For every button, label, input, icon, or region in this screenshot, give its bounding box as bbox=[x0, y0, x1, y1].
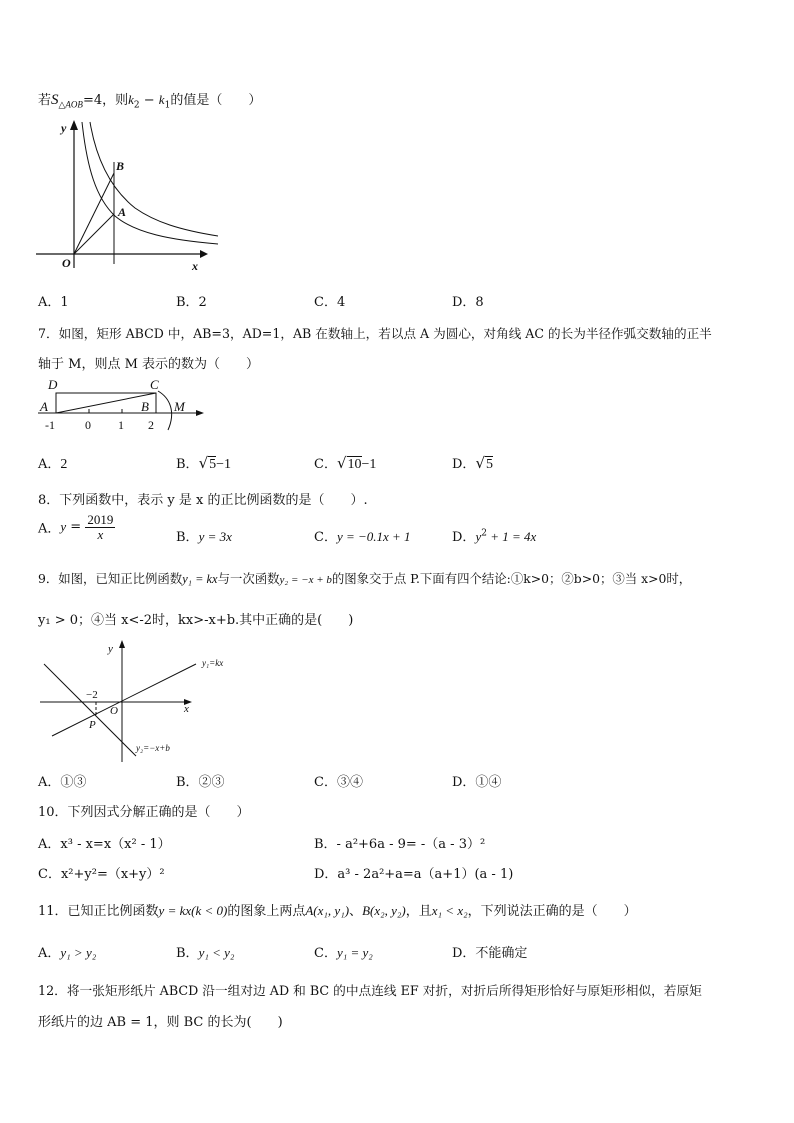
q11-option-c[interactable]: C．y₁ = y₂ bbox=[314, 945, 373, 961]
q9-line-y1 bbox=[52, 664, 196, 736]
q12-stem-line1: 12．将一张矩形纸片 ABCD 沿一组对边 AD 和 BC 的中点连线 EF 对折，对折后所得矩形恰好与原矩形相似，若原矩 bbox=[38, 983, 702, 998]
q10-stem: 10．下列因式分解正确的是（ ） bbox=[38, 805, 250, 820]
q9-stem-line2: y₁ > 0；④当 x<-2时，kx>-x+b.其中正确的是( ) bbox=[38, 613, 354, 628]
q9-label-p: P bbox=[89, 719, 96, 731]
q7-option-b[interactable]: B．√5−1 bbox=[176, 454, 232, 472]
q6-ob bbox=[74, 173, 114, 254]
q7-figure bbox=[36, 374, 211, 434]
q9-label-line2: y₂=−x+b bbox=[136, 743, 170, 753]
q9-figure bbox=[36, 636, 236, 764]
q7-label-m: M bbox=[174, 399, 185, 414]
q7-tick-label-1: 1 bbox=[118, 418, 124, 432]
q8-fraction: $\frac{2019}{x}$ bbox=[87, 512, 114, 542]
q7-option-c[interactable]: C．√10−1 bbox=[314, 454, 377, 472]
q9-option-c[interactable]: C．③④ bbox=[314, 775, 363, 790]
q8-stem: 8．下列函数中，表示 y 是 x 的正比例函数的是（ ）. bbox=[38, 493, 368, 508]
q9-y-arrow bbox=[119, 640, 125, 648]
q6-label-b: B bbox=[116, 159, 125, 173]
q6-oa bbox=[74, 214, 114, 254]
q6-label-x: x bbox=[192, 259, 198, 273]
q9-option-a[interactable]: A．①③ bbox=[38, 775, 87, 790]
q9-label-neg2: −2 bbox=[86, 689, 98, 701]
q9-label-x: x bbox=[184, 703, 189, 715]
q11-option-b[interactable]: B．y₁ < y₂ bbox=[176, 945, 235, 961]
q6-label-y: y bbox=[61, 121, 67, 135]
q10-option-b[interactable]: B．- a²+6a - 9= -（a - 3）² bbox=[314, 837, 486, 852]
q7-option-a[interactable]: A．2 bbox=[38, 457, 68, 472]
q10-option-d[interactable]: D．a³ - 2a²+a=a（a+1）(a - 1) bbox=[314, 867, 514, 882]
q8-option-c[interactable]: C．y = −0.1x + 1 bbox=[314, 529, 411, 545]
q7-option-d[interactable]: D．√5 bbox=[452, 454, 493, 472]
q11-stem: 11．已知正比例函数y = kx(k < 0)的图象上两点A(x₁, y₁)、B(x₂, y₂)，且x₁ < x₂，下列说法正确的是（ ） bbox=[38, 903, 637, 919]
q7-number-line-arrow bbox=[196, 410, 204, 416]
q6-option-d[interactable]: D．8 bbox=[452, 295, 484, 310]
q7-label-c: C bbox=[150, 377, 159, 392]
q8-option-d[interactable]: D．$y^2 + 1 = 4x$ bbox=[452, 528, 537, 545]
q10-option-c[interactable]: C．x²+y²=（x+y）² bbox=[38, 867, 165, 882]
q6-x-arrow bbox=[200, 250, 208, 258]
q7-label-a: A bbox=[40, 399, 48, 414]
q6-label-o: O bbox=[62, 256, 71, 270]
q7-stem-line2: 轴于 M，则点 M 表示的数为（ ） bbox=[38, 357, 260, 372]
q6-option-a[interactable]: A．1 bbox=[38, 295, 69, 310]
q6-figure bbox=[30, 118, 220, 278]
q9-label-y: y bbox=[108, 643, 113, 655]
q7-tick-label-0: 0 bbox=[85, 418, 91, 432]
q8-option-b[interactable]: B．y = 3x bbox=[176, 529, 232, 545]
q11-option-a[interactable]: A．y₁ > y₂ bbox=[38, 945, 97, 961]
q6-label-a: A bbox=[118, 205, 127, 219]
q6-y-arrow bbox=[70, 120, 78, 130]
q7-tick-label-neg1: -1 bbox=[45, 418, 55, 432]
q7-label-d: D bbox=[48, 377, 58, 392]
q9-option-d[interactable]: D．①④ bbox=[452, 775, 502, 790]
q11-option-d[interactable]: D．不能确定 bbox=[452, 946, 528, 961]
q6-option-b[interactable]: B．2 bbox=[176, 295, 207, 310]
q6-stem: 若$S_{\triangle AOB}=4$，则$k_2 - k_1$的值是（ ） bbox=[38, 92, 262, 111]
q7-label-b: B bbox=[141, 399, 149, 414]
q7-tick-label-2: 2 bbox=[148, 418, 154, 432]
q10-option-a[interactable]: A．x³ - x=x（x² - 1） bbox=[38, 837, 171, 852]
q9-label-line1: y₁=kx bbox=[202, 658, 224, 668]
q9-option-b[interactable]: B．②③ bbox=[176, 775, 225, 790]
q7-stem-line1: 7．如图，矩形 ABCD 中，AB=3，AD=1，AB 在数轴上，若以点 A 为圆心，对角线 AC 的长为半径作弧交数轴的正半 bbox=[38, 326, 712, 341]
q9-label-o: O bbox=[110, 705, 118, 717]
q7-arc bbox=[158, 391, 172, 430]
q8-option-a[interactable]: A．y = $\frac{2019}{x}$ bbox=[38, 512, 114, 542]
q9-stem-line1: 9．如图，已知正比例函数y₁ = kx与一次函数y₂ = −x + b的图象交于点 P.下面有四个结论:①k>0；②b>0；③当 x>0时， bbox=[38, 571, 692, 586]
q12-stem-line2: 形纸片的边 AB = 1，则 BC 的长为( ) bbox=[38, 1015, 283, 1030]
q6-option-c[interactable]: C．4 bbox=[314, 295, 346, 310]
